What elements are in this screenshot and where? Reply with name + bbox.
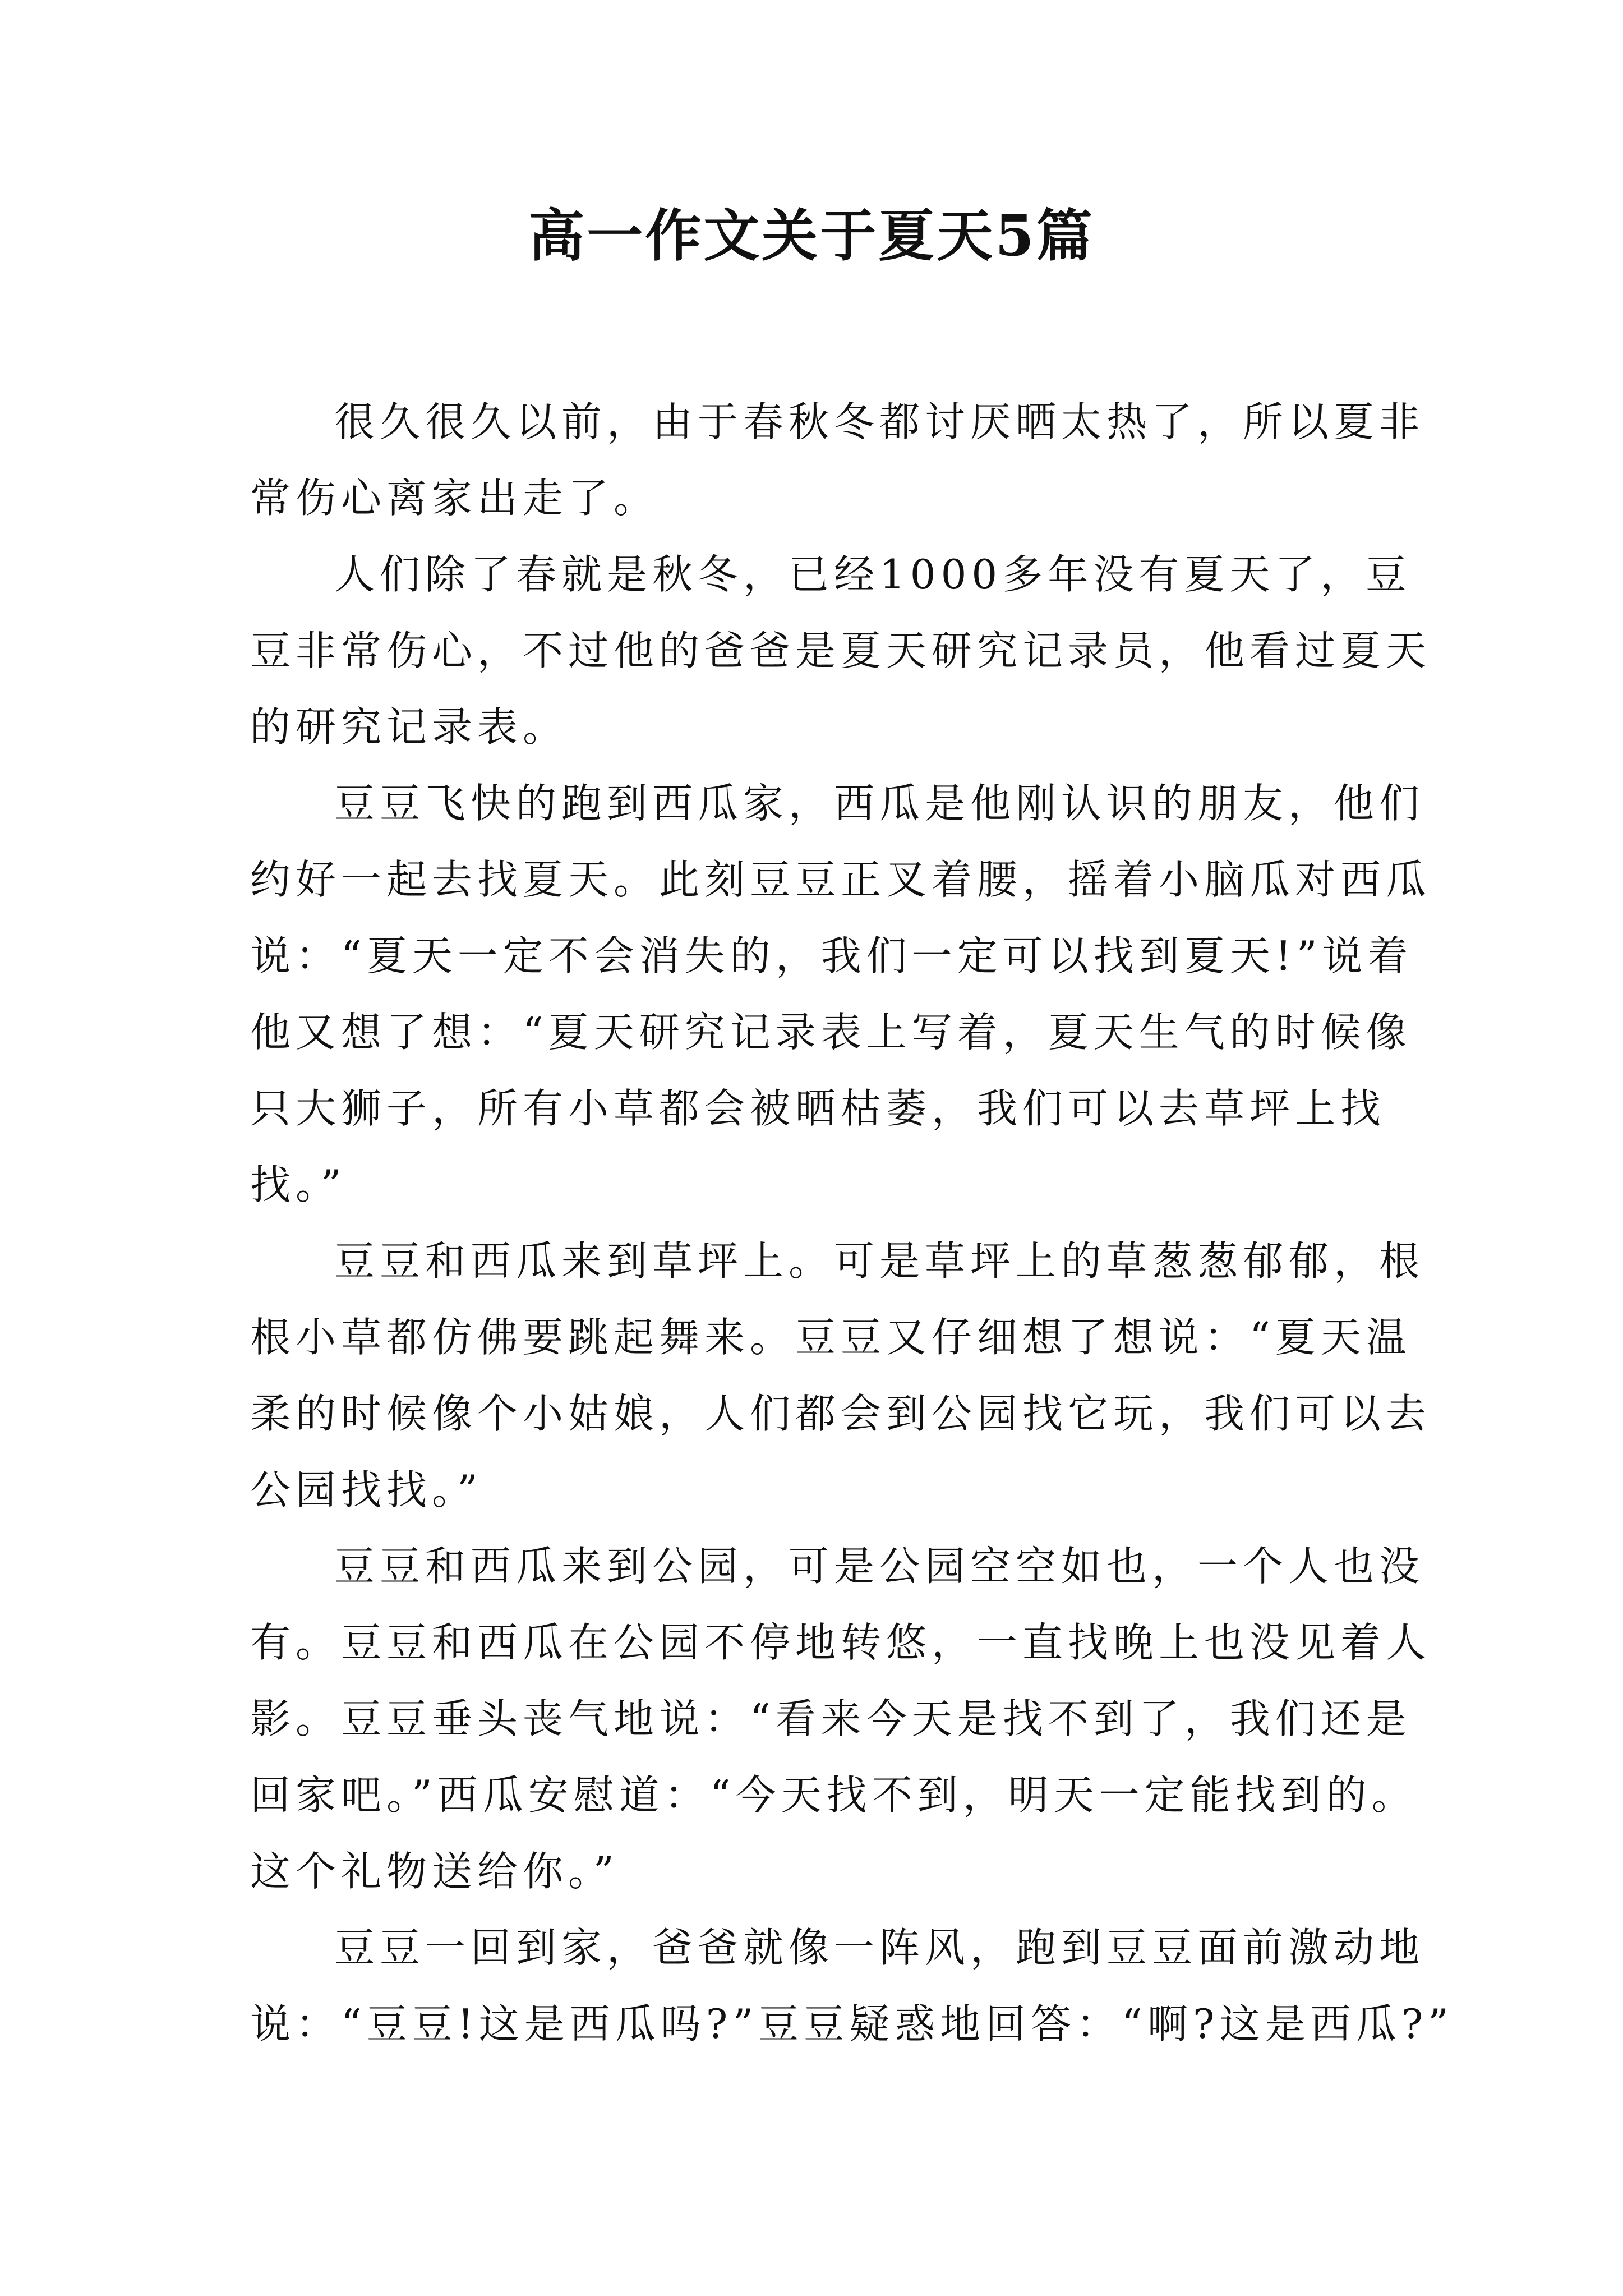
text-line: 这个礼物送给你。” [250, 1848, 619, 1895]
text-line: 有。豆豆和西瓜在公园不停地转悠，一直找晚上也没见着人 [250, 1619, 1432, 1666]
text-line: 常伤心离家出走了。 [250, 475, 660, 522]
paragraph [250, 1910, 1454, 2062]
text-line: 豆豆和西瓜来到公园，可是公园空空如也，一个人也没 [334, 1543, 1425, 1590]
text-line: 说：“夏天一定不会消失的，我们一定可以找到夏天!”说着 [250, 932, 1413, 979]
text-line: 豆非常伤心，不过他的爸爸是夏天研究记录员，他看过夏天 [250, 627, 1432, 674]
text-line: 他又想了想：“夏天研究记录表上写着，夏天生气的时候像 [250, 1009, 1412, 1056]
text-line: 根小草都仿佛要跳起舞来。豆豆又仔细想了想说：“夏天温 [250, 1314, 1412, 1361]
paragraph [250, 1223, 1432, 1528]
text-line: 很久很久以前，由于春秋冬都讨厌晒太热了，所以夏非 [334, 398, 1425, 445]
text-line: 豆豆飞快的跑到西瓜家，西瓜是他刚认识的朋友，他们 [334, 780, 1425, 827]
paragraph [250, 1528, 1432, 1910]
paragraph [250, 765, 1432, 1223]
paragraph [250, 384, 1425, 536]
text-line: 只大狮子，所有小草都会被晒枯萎，我们可以去草坪上找 [250, 1085, 1386, 1132]
text-line: 影。豆豆垂头丧气地说：“看来今天是找不到了，我们还是 [250, 1695, 1412, 1742]
text-line: 找。” [250, 1161, 347, 1208]
text-line: 的研究记录表。 [250, 703, 569, 751]
text-line: 人们除了春就是秋冬，已经1000多年没有夏天了，豆 [334, 551, 1412, 598]
text-line: 豆豆一回到家，爸爸就像一阵风，跑到豆豆面前激动地 [334, 1924, 1425, 1971]
document-body [250, 384, 1454, 2062]
text-line: 柔的时候像个小姑娘，人们都会到公园找它玩，我们可以去 [250, 1390, 1432, 1437]
text-line: 约好一起去找夏天。此刻豆豆正叉着腰，摇着小脑瓜对西瓜 [250, 856, 1432, 903]
paragraph [250, 536, 1432, 765]
text-line: 公园找找。” [250, 1466, 483, 1513]
text-line: 豆豆和西瓜来到草坪上。可是草坪上的草葱葱郁郁，根 [334, 1237, 1425, 1285]
text-line: 回家吧。”西瓜安慰道：“今天找不到，明天一定能找到的。 [250, 1772, 1417, 1819]
document-title: 高一作文关于夏天5篇 [528, 203, 1095, 269]
text-line: 说：“豆豆!这是西瓜吗?”豆豆疑惑地回答：“啊?这是西瓜?” [250, 2000, 1454, 2047]
